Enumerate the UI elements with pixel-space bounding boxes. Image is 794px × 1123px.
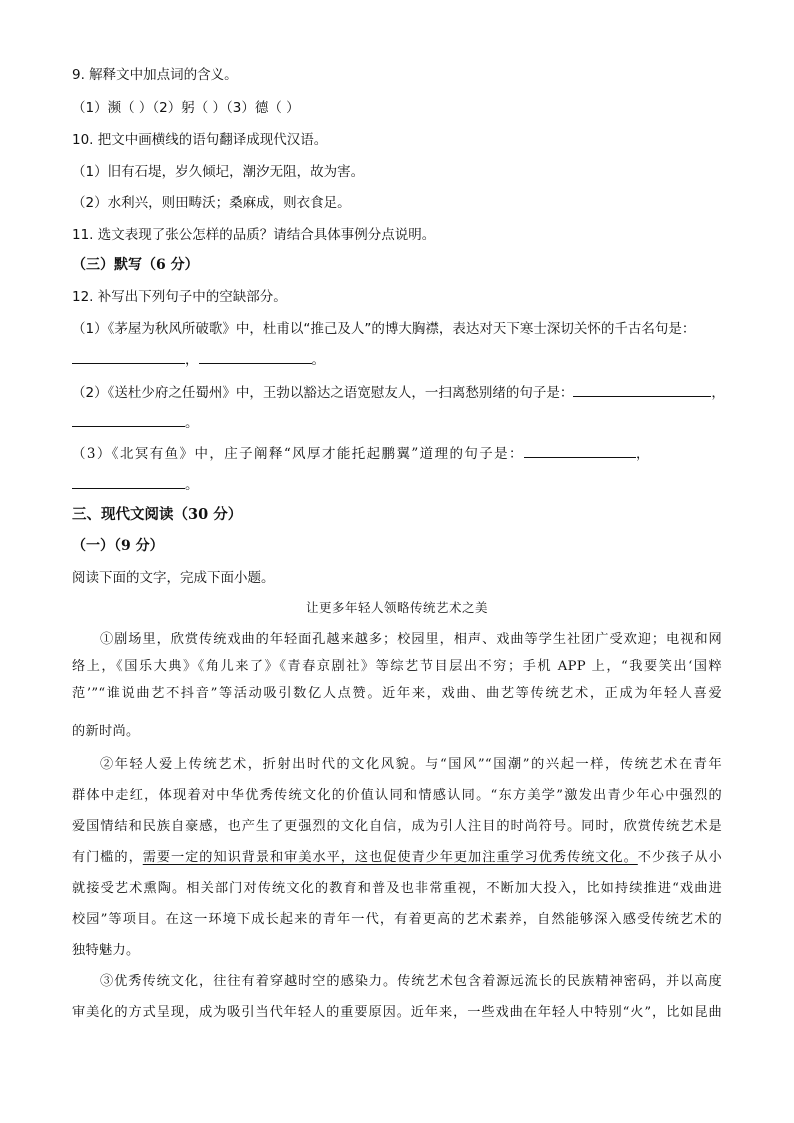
q12-item-2-answer-line: 。 xyxy=(72,414,199,432)
answer-blank[interactable] xyxy=(199,351,312,364)
answer-blank[interactable] xyxy=(72,414,185,427)
answer-blank[interactable] xyxy=(524,445,636,458)
q12-item-1-answer-line: ， 。 xyxy=(72,351,325,369)
answer-blank[interactable] xyxy=(72,476,185,489)
article-line: 就接受艺术熏陶。相关部门对传统文化的教育和普及也非常重视，不断加大投入，比如持续推进“戏曲进 xyxy=(72,881,722,896)
q12-item-3-answer-line: 。 xyxy=(72,476,199,494)
article-title: 让更多年轻人领略传统艺术之美 xyxy=(305,600,488,615)
q9-stem: 9. 解释文中加点词的含义。 xyxy=(72,67,238,83)
article-line: ①剧场里，欣赏传统戏曲的年轻面孔越来越多；校园里，相声、戏曲等学生社团广受欢迎；电视和网 xyxy=(100,632,722,647)
q12-stem: 12. 补写出下列句子中的空缺部分。 xyxy=(72,289,287,305)
article-line: ③优秀传统文化，往往有着穿越时空的感染力。传统艺术包含着源远流长的民族精神密码，并以高度 xyxy=(100,974,722,989)
q12-item-2: （2）《送杜少府之任蜀州》中，王勃以豁达之语宽慰友人，一扫离愁别绪的句子是： ， xyxy=(72,385,725,401)
answer-blank[interactable] xyxy=(573,384,711,397)
article-line: 的新时尚。 xyxy=(72,724,140,739)
q10-stem: 10. 把文中画横线的语句翻译成现代汉语。 xyxy=(72,132,328,148)
section-dictation-heading: （三）默写（6 分） xyxy=(72,257,199,273)
reading-instruction: 阅读下面的文字，完成下面小题。 xyxy=(72,570,275,586)
q12-item-1: （1）《茅屋为秋风所破歌》中，杜甫以“推己及人”的博大胸襟，表达对天下寒士深切关怀的千古名句是： xyxy=(72,321,696,337)
article-line: 络上，《国乐大典》《角儿来了》《青春京剧社》等综艺节目层出不穷；手机 APP 上，“我要笑出‘国粹 xyxy=(72,659,722,674)
answer-blank[interactable] xyxy=(72,351,185,364)
q11-stem: 11. 选文表现了张公怎样的品质？请结合具体事例分点说明。 xyxy=(72,227,436,243)
article-line-underlined: 有门槛的，需要一定的知识背景和审美水平，这也促使青少年更加注重学习优秀传统文化。不少孩子从小 xyxy=(72,850,723,865)
article-line: 群体中走红，体现着对中华优秀传统文化的价值认同和情感认同。“东方美学”激发出青少年心中强烈的 xyxy=(72,788,722,803)
q10-sentence-2: （2）水利兴，则田畴沃；桑麻成，则衣食足。 xyxy=(72,195,351,211)
q10-sentence-1: （1）旧有石堤，岁久倾圮，潮汐无阻，故为害。 xyxy=(72,164,365,180)
article-line: ②年轻人爱上传统艺术，折射出时代的文化风貌。与“国风”“国潮”的兴起一样，传统艺术在青年 xyxy=(100,757,722,772)
article-line: 爱国情结和民族自豪感，也产生了更强烈的文化自信，成为引人注目的时尚符号。同时，欣赏传统艺术是 xyxy=(72,819,722,834)
q12-item-3: （3）《北冥有鱼》中，庄子阐释“风厚才能托起鹏翼”道理的句子是： ， xyxy=(72,446,651,462)
q9-items: （1）濒（ ）（2）躬（ ）（3）德（ ） xyxy=(72,100,300,116)
article-line: 校园”等项目。在这一环境下成长起来的青年一代，有着更高的艺术素养，自然能够深入感受传统艺术的 xyxy=(72,912,722,927)
article-line: 审美化的方式呈现，成为吸引当代年轻人的重要原因。近年来，一些戏曲在年轻人中特别“火”，比如昆曲 xyxy=(72,1005,722,1020)
section-one-heading: （一）（9 分） xyxy=(72,538,164,554)
section-modern-reading-heading: 三、现代文阅读（30 分） xyxy=(72,506,243,523)
article-line: 独特魅力。 xyxy=(72,943,140,958)
underlined-sentence: 需要一定的知识背景和审美水平，这也促使青少年更加注重学习优秀传统文化。 xyxy=(142,850,638,865)
article-line: 范’”“谁说曲艺不抖音”等活动吸引数亿人点赞。近年来，戏曲、曲艺等传统艺术，正成为年轻人喜爱 xyxy=(72,686,722,701)
